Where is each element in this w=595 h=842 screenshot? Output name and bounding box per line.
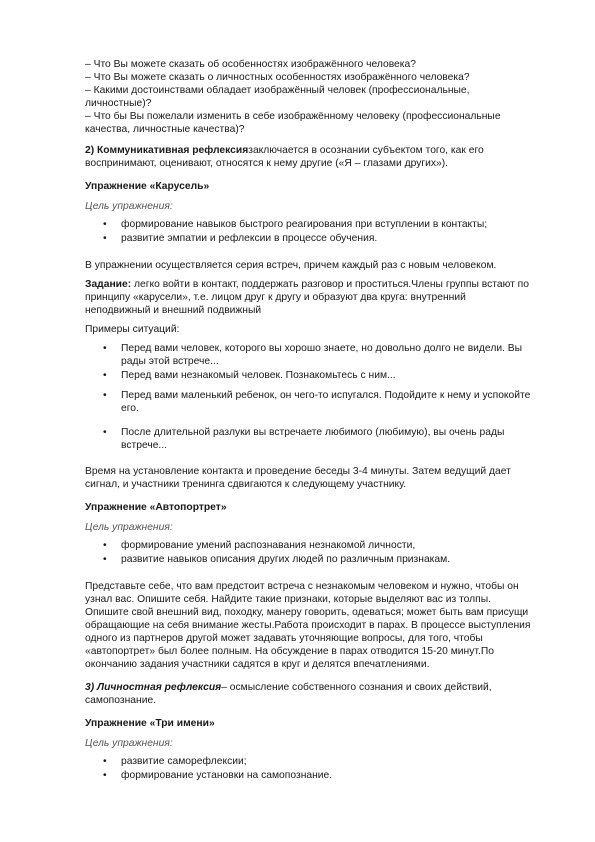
bullet-icon: • <box>103 770 107 781</box>
section-text: заключается в осознании субъектом того, как его <box>248 145 484 156</box>
question-line: – Какими достоинствами обладает изображённый человек (профессиональные, <box>85 85 470 96</box>
task-label: Задание: <box>85 279 132 290</box>
bullet-icon: • <box>103 370 107 381</box>
section-text: воспринимают, оценивают, относятся к нему другие («Я – глазами других»). <box>85 158 449 169</box>
exercise-title: Упражнение «Три имени» <box>85 718 215 729</box>
question-line: – Что бы Вы пожелали изменить в себе изображённому человеку (профессиональные <box>85 111 501 122</box>
questions-block <box>85 58 555 136</box>
bullet-icon: • <box>103 390 107 401</box>
exercise-title: Упражнение «Автопортрет» <box>85 502 227 513</box>
examples-label: Примеры ситуаций: <box>85 324 180 335</box>
bullet-icon: • <box>103 343 107 354</box>
bullet-icon: • <box>103 233 107 244</box>
list-item: • формирование установки на самопознание. <box>103 770 333 781</box>
section-text: самопознание. <box>85 695 157 706</box>
list-item: • развитие саморефлексии; <box>103 756 247 767</box>
list-item: • развитие эмпатии и рефлексии в процессе обучения. <box>103 233 378 244</box>
goal-list <box>85 539 555 566</box>
bullet-icon: • <box>103 756 107 767</box>
paragraph: Время на установление контакта и проведение беседы 3-4 минуты. Затем ведущий дает сигнал, и участники тренинга сдвигаются к следующему участнику. <box>85 466 511 490</box>
exercise-title: Упражнение «Карусель» <box>85 181 210 192</box>
section-communicative-reflection <box>85 144 555 170</box>
section-text: – осмысление собственного сознания и своих действий, <box>221 682 492 693</box>
paragraph: Представьте себе, что вам предстоит встреча с незнакомым человеком и нужно, чтобы он узнал вас. Опишите себя. Найдите такие признаки, которые выделяют вас из толпы. Опишите свой внешний вид, походку, манеру говорить, одеваться; может быть вам присущи обращающие на себя внимание жесты.Работа происходит в парах. В процессе выступления одного из партнеров другой может задавать уточняющие вопросы, для того, чтобы «автопортрет» был более полным. На обсуждение в парах отводится 15-20 минут.По окончанию задания участники садятся в круг и делятся впечатлениями. <box>85 581 531 670</box>
document-page <box>85 58 555 783</box>
list-item: • После длительной разлуки вы встречаете любимого (любимую), вы очень рады встрече... <box>103 427 505 451</box>
bullet-icon: • <box>103 427 107 438</box>
goal-label: Цель упражнения: <box>85 201 173 212</box>
list-item: • формирование навыков быстрого реагирования при вступлении в контакты; <box>103 219 488 230</box>
goal-label: Цель упражнения: <box>85 522 173 533</box>
list-item: • Перед вами незнакомый человек. Познакомьтесь с ним... <box>103 370 396 381</box>
question-line: – Что Вы можете сказать об особенностях изображённого человека? <box>85 59 416 70</box>
section-title: 2) Коммуникативная рефлексия <box>85 145 249 156</box>
goal-list <box>85 755 555 782</box>
bullet-icon: • <box>103 554 107 565</box>
question-line: – Что Вы можете сказать о личностных особенностях изображённого человека? <box>85 72 470 83</box>
list-item: • формирование умений распознавания незнакомой личности, <box>103 540 416 551</box>
list-item: • Перед вами маленький ребенок, он чего-то испугался. Подойдите к нему и успокойте его. <box>103 390 531 414</box>
bullet-icon: • <box>103 219 107 230</box>
task-block: Задание: легко войти в контакт, поддержать разговор и проститься.Члены группы встают по принципу «карусели», т.е. лицом друг к другу и образуют два круга: внутренний неподвижный и внешний подвижный <box>85 279 529 316</box>
list-item: • развитие навыков описания других людей по различным признакам. <box>103 554 451 565</box>
goal-label: Цель упражнения: <box>85 738 173 749</box>
question-line: качества, личностные качества)? <box>85 124 245 135</box>
situations-list <box>85 342 555 452</box>
bullet-icon: • <box>103 540 107 551</box>
goal-list <box>85 218 555 245</box>
section-title: 3) Личностная рефлексия <box>85 682 222 693</box>
question-line: личностные)? <box>85 98 152 109</box>
section-personal-reflection <box>85 681 555 707</box>
list-item: • Перед вами человек, которого вы хорошо знаете, но довольно долго не видели. Вы рады этой встрече... <box>103 343 523 367</box>
paragraph: В упражнении осуществляется серия встреч, причем каждый раз с новым человеком. <box>85 260 497 271</box>
